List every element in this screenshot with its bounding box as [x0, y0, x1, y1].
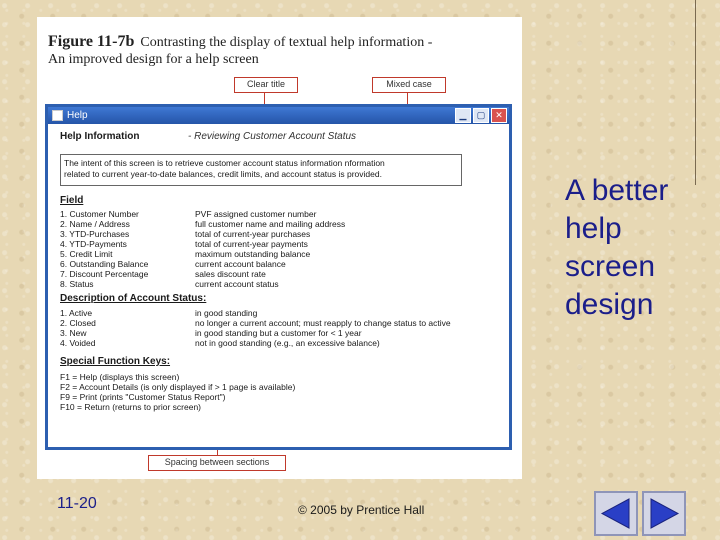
key-row: F10 = Return (returns to prior screen): [60, 402, 202, 412]
copyright: © 2005 by Prentice Hall: [298, 503, 425, 517]
figure-panel: [37, 17, 522, 479]
previous-slide-button[interactable]: [594, 491, 638, 536]
status-header: Description of Account Status:: [60, 293, 207, 304]
intro-line: related to current year-to-date balances, credit limits, and account status is provided.: [64, 169, 382, 179]
field-row: 3. YTD-Purchases total of current-year purchases: [60, 229, 311, 239]
status-row: 4. Voided not in good standing (e.g., an excessive balance): [60, 338, 380, 348]
intro-box: [60, 154, 462, 186]
window-title: Help: [67, 110, 88, 121]
status-row: 3. New in good standing but a customer for < 1 year: [60, 328, 362, 338]
intro-line: The intent of this screen is to retrieve customer account status information nformation: [64, 158, 385, 168]
help-heading: Help Information: [60, 131, 140, 142]
field-row: 6. Outstanding Balance current account balance: [60, 259, 286, 269]
callout-mixed-case: Mixed case: [372, 77, 446, 93]
field-row: 2. Name / Address full customer name and mailing address: [60, 219, 346, 229]
key-row: F1 = Help (displays this screen): [60, 372, 180, 382]
triangle-left-icon: [596, 493, 636, 534]
page-number: 11-20: [57, 495, 97, 512]
field-row: 1. Customer Number PVF assigned customer number: [60, 209, 317, 219]
field-row: 5. Credit Limit maximum outstanding balance: [60, 249, 311, 259]
field-row: 4. YTD-Payments total of current-year payments: [60, 239, 308, 249]
keys-header: Special Function Keys:: [60, 356, 171, 367]
field-row: 8. Status current account status: [60, 279, 279, 289]
figure-label: Figure 11-7b: [48, 33, 135, 50]
key-row: F2 = Account Details (is only displayed if > 1 page is available): [60, 382, 296, 392]
field-row: 7. Discount Percentage sales discount rate: [60, 269, 266, 279]
status-row: 2. Closed no longer a current account; must reapply to change status to active: [60, 318, 451, 328]
triangle-right-icon: [644, 493, 684, 534]
figure-caption-line1: Contrasting the display of textual help information -: [140, 35, 433, 50]
window-titlebar[interactable]: [48, 107, 509, 124]
slide-title-line: design: [565, 288, 654, 321]
maximize-button[interactable]: ▢: [473, 108, 489, 123]
slide-title: [565, 172, 668, 324]
next-slide-button[interactable]: [642, 491, 686, 536]
status-row: 1. Active in good standing: [60, 308, 258, 318]
app-icon: [52, 110, 63, 121]
help-content: [54, 127, 503, 441]
slide-title-line: A better: [565, 174, 669, 207]
slide-title-line: screen: [565, 250, 656, 283]
decorative-rule: [695, 0, 696, 185]
figure-caption: [48, 33, 432, 68]
help-window: [45, 104, 512, 450]
minimize-button[interactable]: ▁: [455, 108, 471, 123]
slide-title-line: help: [565, 212, 622, 245]
figure-caption-line2: An improved design for a help screen: [48, 52, 259, 67]
help-subheading: - Reviewing Customer Account Status: [188, 131, 357, 142]
callout-clear-title: Clear title: [234, 77, 298, 93]
close-button[interactable]: ✕: [491, 108, 507, 123]
field-header: Field: [60, 195, 84, 206]
callout-spacing: Spacing between sections: [148, 455, 286, 471]
key-row: F9 = Print (prints "Customer Status Report"): [60, 392, 226, 402]
